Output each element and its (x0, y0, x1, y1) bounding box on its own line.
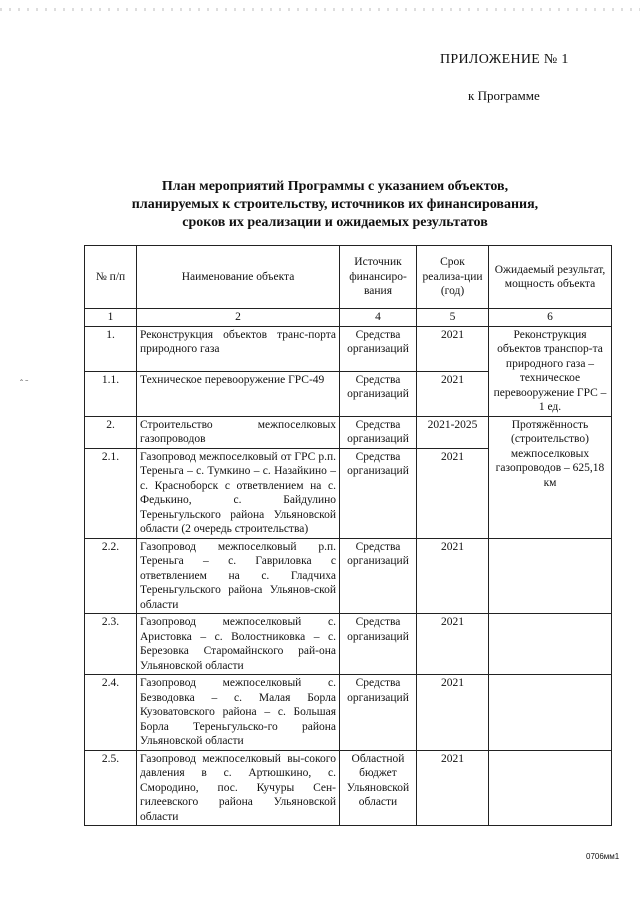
scan-margin-mark: ˆ ˉ (20, 378, 29, 388)
row-year: 2021 (417, 675, 489, 751)
row-object-name: Газопровод межпоселковый от ГРС р.п. Тереньга – с. Тумкино – с. Назайкино – с. Красноборск с ответвлением на с. Федькино, с. Байдулино Тереньгульского района Ульяновской области (2 очередь строительства) (137, 448, 340, 538)
row-number: 2.3. (85, 614, 137, 675)
row-number: 2.2. (85, 538, 137, 614)
result-pipelines: Протяжённость (строительство) межпоселковых газопроводов – 625,18 км (489, 416, 612, 538)
row-object-name: Газопровод межпоселковый р.п. Тереньга – с. Гавриловка с ответвлением на с. Гладчиха Тереньгульского района Ульянов-ской области (137, 538, 340, 614)
row-year: 2021-2025 (417, 416, 489, 448)
scan-edge-dots (0, 8, 640, 11)
result-reconstruction: Реконструкция объектов транспор-та природного газа – техническое перевооружение ГРС – 1 ед. (489, 326, 612, 416)
row-source: Средства организаций (340, 326, 417, 371)
table-row (85, 326, 612, 371)
row-source: Областной бюджет Ульяновской области (340, 750, 417, 826)
row-result-empty (489, 614, 612, 675)
col-number-2: 2 (137, 309, 340, 327)
col-header-year: Срок реализа-ции (год) (417, 246, 489, 309)
col-number-6: 6 (489, 309, 612, 327)
row-object-name: Газопровод межпоселковый с. Безводовка – с. Малая Борла Кузоватовского района – с. Большая Борла Тереньгульско-го района Ульяновской области (137, 675, 340, 751)
document-code: 0706мм1 (586, 852, 620, 861)
row-year: 2021 (417, 371, 489, 416)
col-number-5: 5 (417, 309, 489, 327)
appendix-label: ПРИЛОЖЕНИЕ № 1 (440, 52, 569, 67)
col-number-1: 1 (85, 309, 137, 327)
title-line-3: сроков их реализации и ожидаемых результатов (182, 215, 488, 230)
row-source: Средства организаций (340, 448, 417, 538)
column-number-row (85, 309, 612, 327)
row-number: 2.1. (85, 448, 137, 538)
row-year: 2021 (417, 326, 489, 371)
row-object-name: Техническое перевооружение ГРС-49 (137, 371, 340, 416)
row-year: 2021 (417, 538, 489, 614)
col-number-4: 4 (340, 309, 417, 327)
row-result-empty (489, 538, 612, 614)
row-object-name: Строительство межпоселковых газопроводов (137, 416, 340, 448)
plan-table (84, 245, 612, 826)
row-object-name: Реконструкция объектов транс-порта природного газа (137, 326, 340, 371)
table-header-row (85, 246, 612, 309)
col-header-number: № п/п (85, 246, 137, 309)
row-number: 1. (85, 326, 137, 371)
col-header-result: Ожидаемый результат, мощность объекта (489, 246, 612, 309)
document-title (100, 178, 570, 232)
table-row (85, 538, 612, 614)
row-object-name: Газопровод межпоселковый вы-сокого давления в с. Артюшкино, с. Смородино, пос. Кучуры Сен-гилеевского района Ульяновской области (137, 750, 340, 826)
row-source: Средства организаций (340, 416, 417, 448)
to-program-label: к Программе (468, 88, 540, 103)
table-row (85, 416, 612, 448)
row-source: Средства организаций (340, 614, 417, 675)
col-header-source: Источник финансиро-вания (340, 246, 417, 309)
table-row (85, 675, 612, 751)
row-result-empty (489, 675, 612, 751)
title-line-1: План мероприятий Программы с указанием объектов, (161, 179, 509, 194)
row-number: 1.1. (85, 371, 137, 416)
row-year: 2021 (417, 750, 489, 826)
row-year: 2021 (417, 614, 489, 675)
row-year: 2021 (417, 448, 489, 538)
col-header-name: Наименование объекта (137, 246, 340, 309)
row-source: Средства организаций (340, 538, 417, 614)
row-number: 2. (85, 416, 137, 448)
title-line-2: планируемых к строительству, источников их финансирования, (131, 197, 539, 212)
row-result-empty (489, 750, 612, 826)
row-number: 2.4. (85, 675, 137, 751)
row-object-name: Газопровод межпоселковый с. Аристовка – с. Волостниковка – с. Березовка Старомайнского рай-она Ульяновской области (137, 614, 340, 675)
row-source: Средства организаций (340, 371, 417, 416)
table-row (85, 614, 612, 675)
row-number: 2.5. (85, 750, 137, 826)
row-source: Средства организаций (340, 675, 417, 751)
table-row (85, 750, 612, 826)
